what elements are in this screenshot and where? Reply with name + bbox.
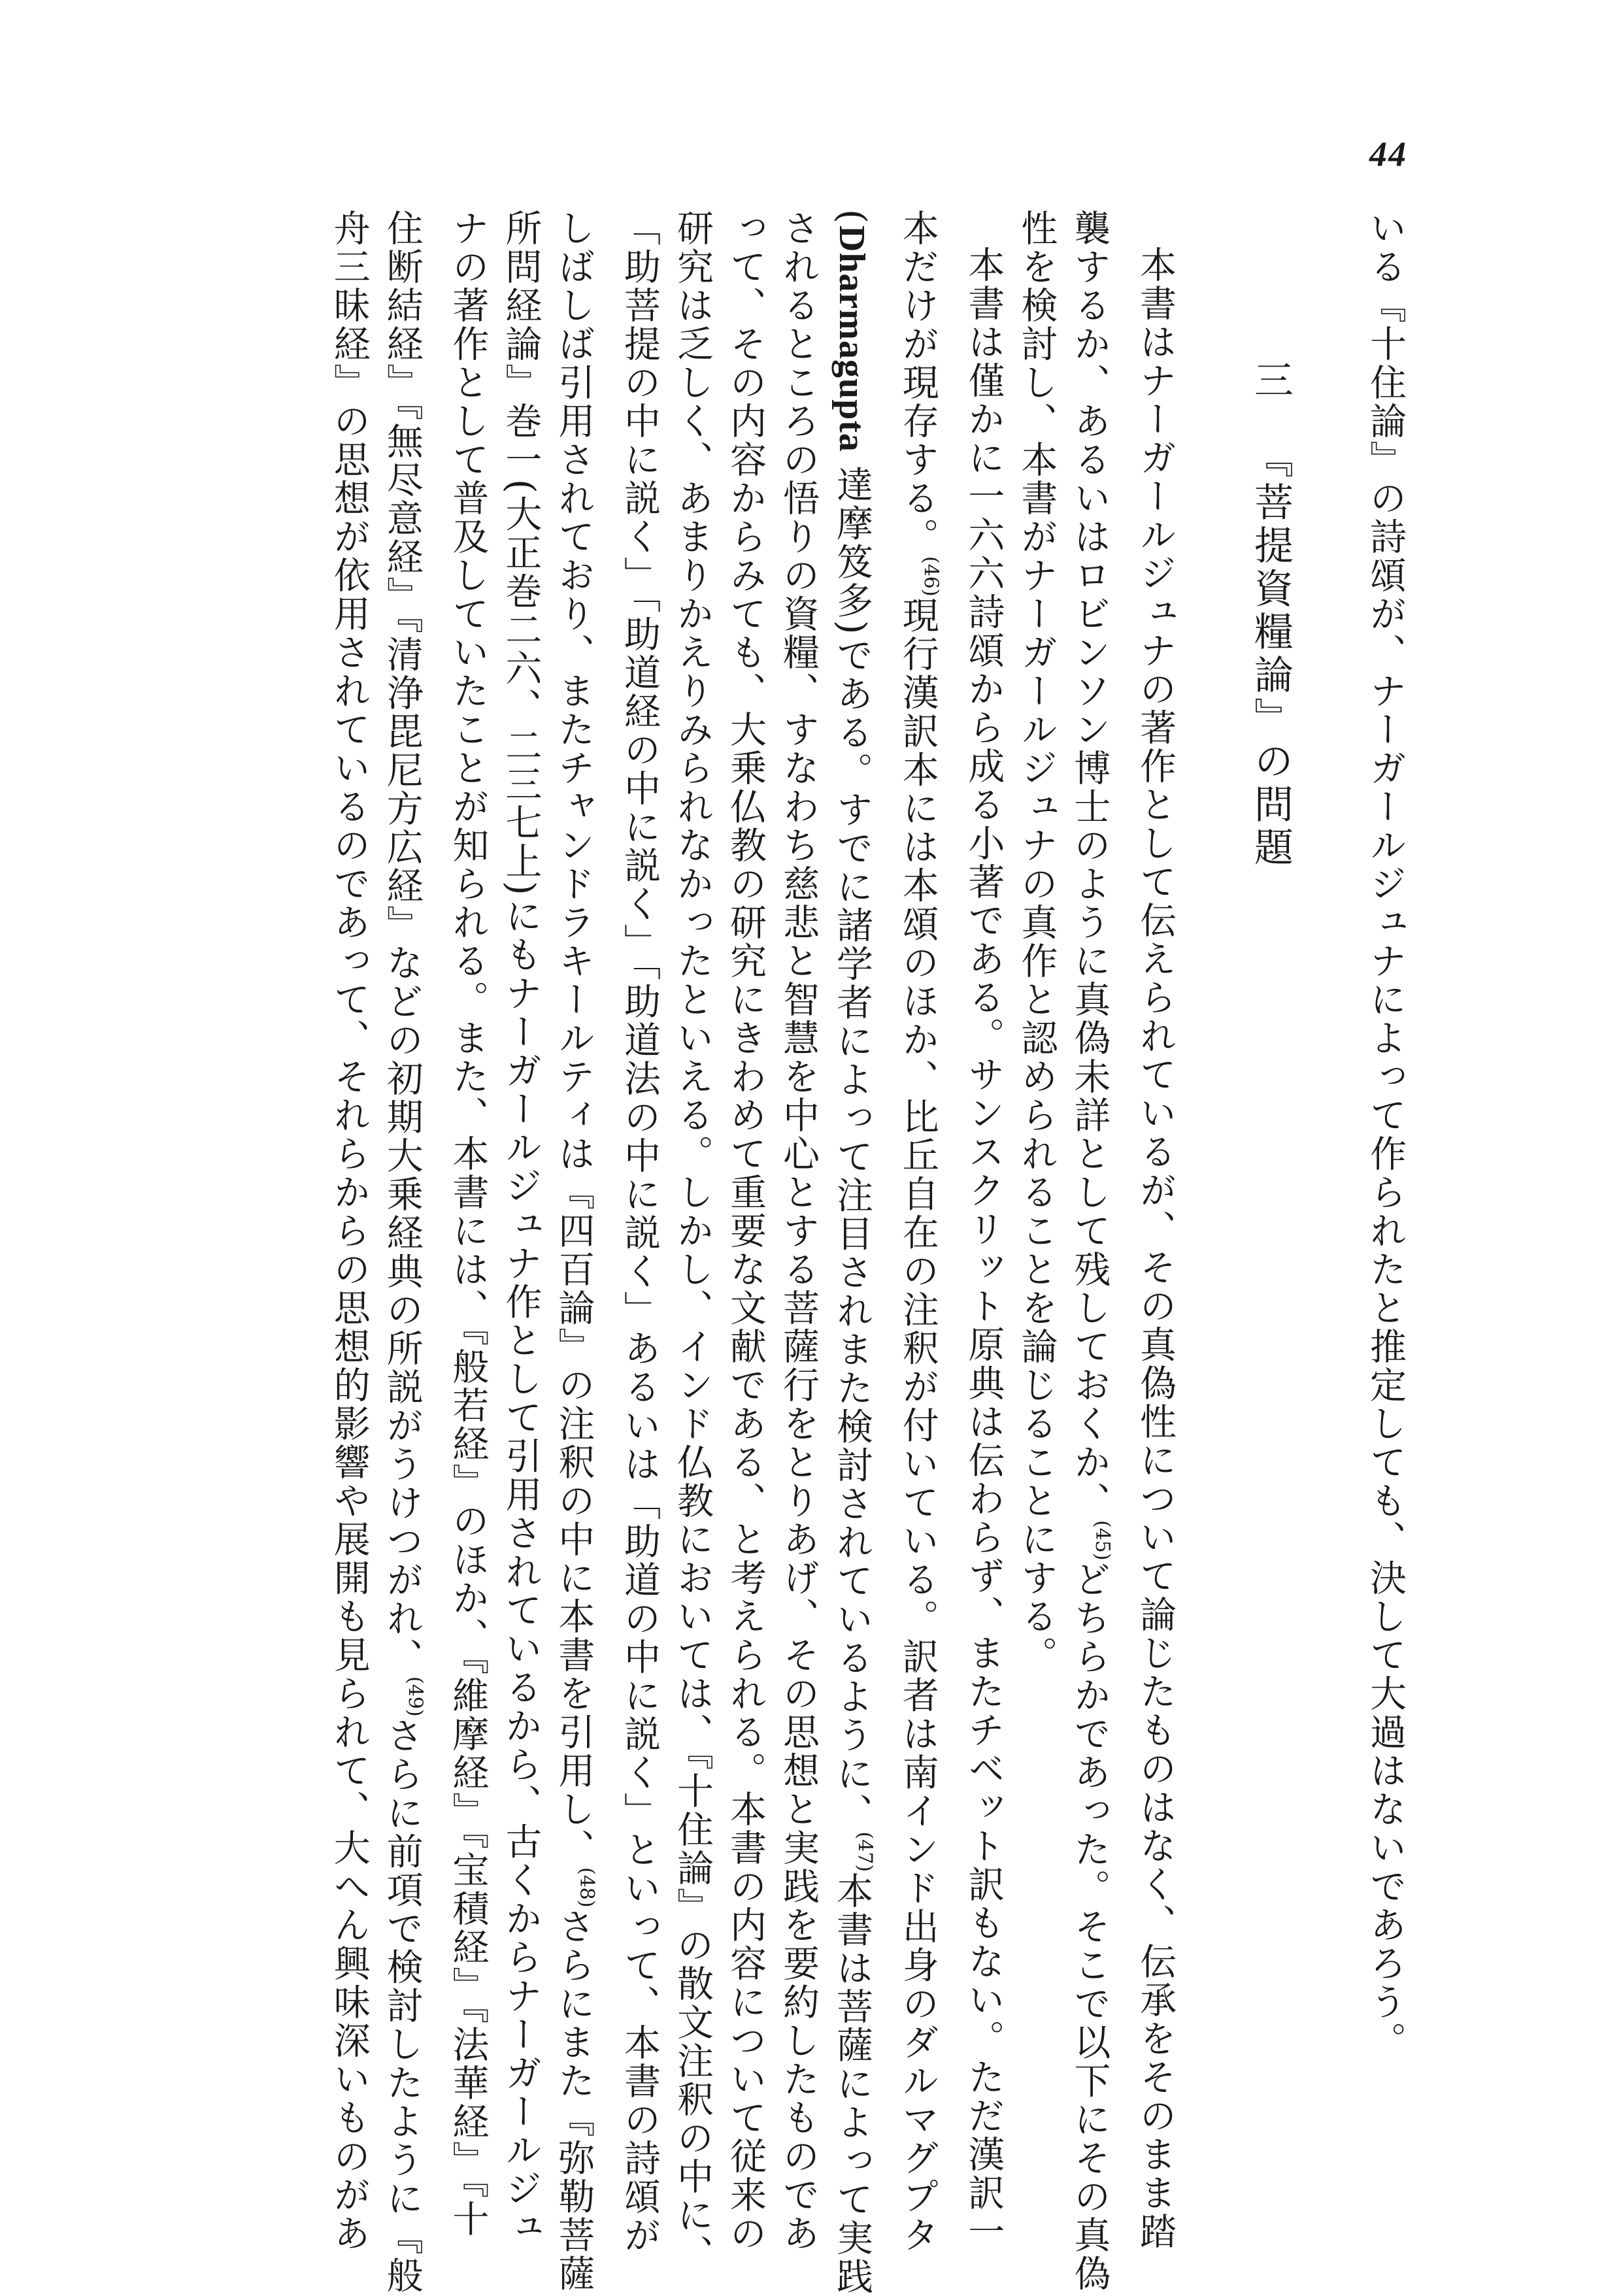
section-heading xyxy=(1244,209,1297,2065)
text-segment: 襲するか、あるいはロビンソン博士のように真偽未詳として残しておくか、 xyxy=(1068,209,1111,1520)
text-segment: 本書は菩薩によって実践 xyxy=(831,1872,874,2296)
latin-name: Dharmagupta xyxy=(831,225,873,452)
text-line: 舟三昧経』の思想が依用されているのであって、それらからの思想的影響や展開も見られて、大へん興味深いものがあ xyxy=(327,209,371,2253)
text-segment: どちらかであった。そこで以下にその真偽 xyxy=(1068,1560,1111,2293)
text-line: 「助菩提の中に説く」「助道経の中に説く」「助道法の中に説く」あるいは「助道の中に説く」といって、本書の詩頌が xyxy=(618,209,661,2255)
footnote-marker: (48) xyxy=(575,1867,599,1908)
text-line: されるところの悟りの資糧、すなわち慈悲と智慧を中心とする菩薩行をとりあげ、その思想と実践を要約したものであ xyxy=(777,209,820,2253)
text-line xyxy=(1063,209,1129,2293)
text-line: って、その内容からみても、大乗仏教の研究にきわめて重要な文献である、と考えられる。本書の内容について従来の xyxy=(724,209,767,2253)
text-line: 本書は僅かに一六六詩頌から成る小著である。サンスクリット原典は伝わらず、またチベット訳もない。ただ漢訳一 xyxy=(962,246,1005,2251)
text-line xyxy=(547,209,613,2293)
section-number: 三 xyxy=(1248,359,1294,403)
text-segment: さらにまた『弥勒菩薩 xyxy=(552,1907,595,2293)
text-segment: 達摩笈多)である。すでに諸学者によって注目されまた検討されているように、 xyxy=(831,452,874,1832)
text-line: 所問経論』巻一(大正巻二六、二三七上)にもナーガールジュナ作として引用されているから、古くからナーガールジュ xyxy=(499,209,543,2247)
text-line xyxy=(376,209,442,2295)
page-number: 44 xyxy=(1369,135,1407,174)
text-line xyxy=(825,209,892,2296)
section-title: 『菩提資糧論』の問題 xyxy=(1248,439,1294,871)
text-segment: しばしば引用されており、またチャンドラキールティは『四百論』の注釈の中に本書を引用し、 xyxy=(552,209,595,1867)
footnote-marker: (47) xyxy=(853,1831,877,1872)
text-line xyxy=(892,209,958,2255)
text-line: 性を検討し、本書がナーガールジュナの真作と認められることを論じることにする。 xyxy=(1015,209,1058,1674)
text-line: 研究は乏しく、あまりかえりみられなかったといえる。しかし、インド仏教においては、『十住論』の散文注釈の中に、 xyxy=(671,209,714,2273)
footnote-marker: (49) xyxy=(403,1676,427,1717)
text-segment: ( xyxy=(831,209,874,225)
text-segment: 本だけが現存する。 xyxy=(896,209,939,556)
text-segment: 住断結経』『無尽意経』『清浄毘尼方広経』などの初期大乗経典の所説がうけつがれ、 xyxy=(380,209,424,1676)
text-segment: さらに前項で検討したように『般 xyxy=(380,1716,424,2295)
text-line: ナの著作として普及していたことが知られる。また、本書には、『般若経』のほか、『維摩経』『宝積経』『法華経』『十 xyxy=(446,209,490,2238)
footnote-marker: (45) xyxy=(1091,1520,1114,1561)
text-segment: 現行漢訳本には本頌のほか、比丘自在の注釈が付いている。訳者は南インド出身のダルマグプタ xyxy=(896,596,939,2255)
body-text xyxy=(323,209,1412,2296)
footnote-marker: (46) xyxy=(919,556,943,597)
text-line: 本書はナーガールジュナの著作として伝えられているが、その真偽性について論じたものはなく、伝承をそのまま踏 xyxy=(1134,246,1177,2251)
text-line: いる『十住論』の詩頌が、ナーガールジュナによって作られたと推定しても、決して大過はないであろう。 xyxy=(1364,209,1407,2060)
